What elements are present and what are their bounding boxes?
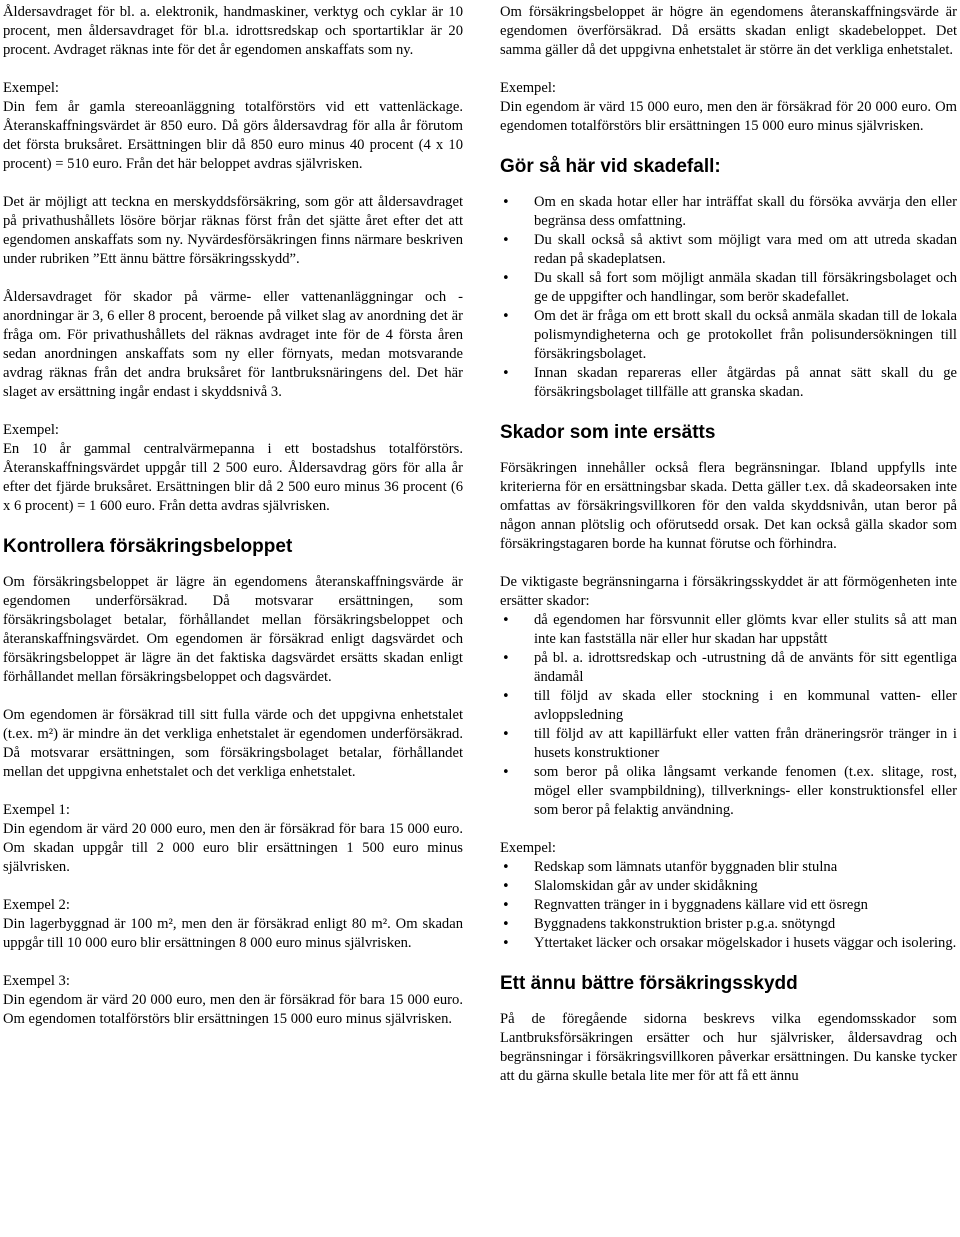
example-label: Exempel 2: [3,897,70,913]
list-item: • Du skall så fort som möjligt anmäla skadan till försäkringsbolaget och ge de uppgifter och handlingar, som berör skadefallet. [500,269,957,307]
list-item: • då egendomen har försvunnit eller glömts kvar eller stulits så att man inte kan fastställa när eller hur skadan har uppstått [500,611,957,649]
bullet-list [500,858,957,953]
example-block [3,79,463,174]
section-heading: Skador som inte ersätts [500,422,716,443]
example-label: Exempel 3: [3,973,70,989]
list-item: • Slalomskidan går av under skidåkning [500,877,957,896]
paragraph: Om försäkringsbeloppet är lägre än egendomens återanskaffningsvärde är egendomen underförsäkrad. Då motsvarar ersättningen, som försäkringsbolaget betalar, förhållandet mellan försäkringsbeloppet och återanskaffningsvärdet. Om egendomen är försäkrad enligt dagsvärdet och försäkringsbeloppet är lägre än det faktiska dagsvärdet ersätts skadan enligt förhållandet mellan försäkringsbeloppet och dagsvärdet. [3,574,463,685]
section-heading: Kontrollera försäkringsbeloppet [3,536,293,557]
list-item: • Du skall också så aktivt som möjligt vara med om att utreda skadan redan på skadeplatsen. [500,231,957,269]
section-heading: Gör så här vid skadefall: [500,156,721,177]
paragraph: Om försäkringsbeloppet är högre än egendomens återanskaffningsvärde är egendomen överförsäkrad. Då ersätts skadan enligt skadebeloppet. Det samma gäller då det uppgivna enhetstalet är större än det verkliga enhetstalet. [500,4,957,58]
example-text: Din egendom är värd 20 000 euro, men den är försäkrad för bara 15 000 euro. Om skadan uppgår till 2 000 euro blir ersättningen 1 500 euro minus självrisken. [3,821,463,875]
paragraph: Försäkringen innehåller också flera begränsningar. Ibland uppfylls inte kriterierna för en ersättningsbar skada. Detta gäller t.ex. då skadeorsaken inte omfattas av försäkringsvillkoren för den valda skyddsnivån, utan beror på någon annan plötslig och oförutsedd orsak. Det kan också gälla skador som försäkringstagaren borde ha kunnat förutse och förhindra. [500,460,957,552]
list-item: • Redskap som lämnats utanför byggnaden blir stulna [500,858,957,877]
list-item: • på bl. a. idrottsredskap och -utrustning då de använts för sitt egentliga ändamål [500,649,957,687]
example-block [3,896,463,953]
list-item: • till följd av skada eller stockning i en kommunal vatten- eller avloppsledning [500,687,957,725]
paragraph: Åldersavdraget för bl. a. elektronik, handmaskiner, verktyg och cyklar är 10 procent, men åldersavdraget för bl.a. idrottsredskap och sportartiklar är 20 procent. Avdraget räknas inte för det år egendomen anskaffats som ny. [3,4,463,58]
paragraph: Åldersavdraget för skador på värme- eller vattenanläggningar och -anordningar är 3, 6 eller 8 procent, beroende på vilket slag av anordning det är fråga om. För privathushållets del räknas avdraget inte för de 4 första åren sedan anordningen anskaffats som ny eller förnyats, medan motsvarande avdrag räknas från det andra bruksåret för lantbruksnäringens del. Det här slaget av ersättning ingår endast i skyddsnivå 3. [3,289,463,400]
example-block [3,801,463,877]
example-block [3,972,463,1029]
example-block [500,79,957,136]
example-label: Exempel: [500,80,556,96]
example-text: Din egendom är värd 15 000 euro, men den är försäkrad för 20 000 euro. Om egendomen totalförstörs blir ersättningen 15 000 euro minus självrisken. [500,99,957,134]
list-item: • Innan skadan repareras eller åtgärdas på annat sätt skall du ge försäkringsbolaget tillfälle att granska skadan. [500,364,957,402]
paragraph: På de föregående sidorna beskrevs vilka egendomsskador som Lantbruksförsäkringen ersätter och hur självrisker, åldersavdrag och begränsningar i försäkringsvillkoren påverkar ersättningen. Du kanske tycker att du gärna skulle betala lite mer för att få ett ännu [500,1011,957,1084]
section-heading: Ett ännu bättre försäkringsskydd [500,973,798,994]
list-item: • Yttertaket läcker och orsakar mögelskador i husets väggar och isolering. [500,934,957,953]
example-label: Exempel: [3,80,59,96]
list-item: • till följd av att kapillärfukt eller vatten från dräneringsrör tränger in i husets konstruktioner [500,725,957,763]
list-item: • som beror på olika långsamt verkande fenomen (t.ex. slitage, rost, mögel eller svampbildning), tillverknings- eller konstruktionsfel eller som beror på felaktig användning. [500,763,957,820]
example-text: Din fem år gamla stereoanläggning totalförstörs vid ett vattenläckage. Återanskaffningsvärdet är 850 euro. Då görs åldersavdrag för alla år förutom det första bruksåret. Ersättningen blir då 850 euro minus 40 procent (4 x 10 procent) = 510 euro. Från det här beloppet avdras självrisken. [3,99,463,172]
example-label: Exempel: [3,422,59,438]
bullet-list [500,611,957,820]
paragraph: Om egendomen är försäkrad till sitt fulla värde och det uppgivna enhetstalet (t.ex. m²) är mindre än det verkliga enhetstalet är egendomen underförsäkrad. Då motsvarar ersättningen, som försäkringsbolaget betalar, förhållandet mellan det uppgivna enhetstalet och det verkliga enhetstalet. [3,707,463,780]
example-label: Exempel 1: [3,802,70,818]
list-item: • Om en skada hotar eller har inträffat skall du försöka avvärja den eller begränsa dess omfattning. [500,193,957,231]
example-label: Exempel: [500,840,556,856]
example-text: Din lagerbyggnad är 100 m², men den är försäkrad enligt 80 m². Om skadan uppgår till 10 000 euro blir ersättningen 8 000 euro minus självrisken. [3,916,463,951]
example-block [3,421,463,516]
list-item: • Byggnadens takkonstruktion brister p.g.a. snötyngd [500,915,957,934]
example-text: Din egendom är värd 20 000 euro, men den är försäkrad för bara 15 000 euro. Om egendomen totalförstörs blir ersättningen 15 000 euro minus självrisken. [3,992,463,1027]
bullet-list [500,193,957,402]
paragraph: Det är möjligt att teckna en merskyddsförsäkring, som gör att åldersavdraget på privathushållets lösöre börjar räknas först från det sjätte året efter det att egendomen anskaffats som ny. Nyvärdesförsäkringen finns närmare beskriven under rubriken ”Ett ännu bättre försäkringsskydd”. [3,194,463,267]
list-item: • Om det är fråga om ett brott skall du också anmäla skadan till de lokala polismyndigheterna och ge protokollet från polisundersökningen till försäkringsbolaget. [500,307,957,364]
list-item: • Regnvatten tränger in i byggnadens källare vid ett ösregn [500,896,957,915]
left-column [3,3,463,1048]
paragraph: De viktigaste begränsningarna i försäkringsskyddet är att förmögenheten inte ersätter skador: [500,574,957,609]
example-text: En 10 år gammal centralvärmepanna i ett bostadshus totalförstörs. Återanskaffningsvärdet uppgår till 2 500 euro. Åldersavdrag görs för alla år efter det fjärde bruksåret. Ersättningen blir då 2 500 euro minus 36 procent (6 x 6 procent) = 1 600 euro. Från detta avdras självrisken. [3,441,463,514]
right-column [500,3,957,1105]
